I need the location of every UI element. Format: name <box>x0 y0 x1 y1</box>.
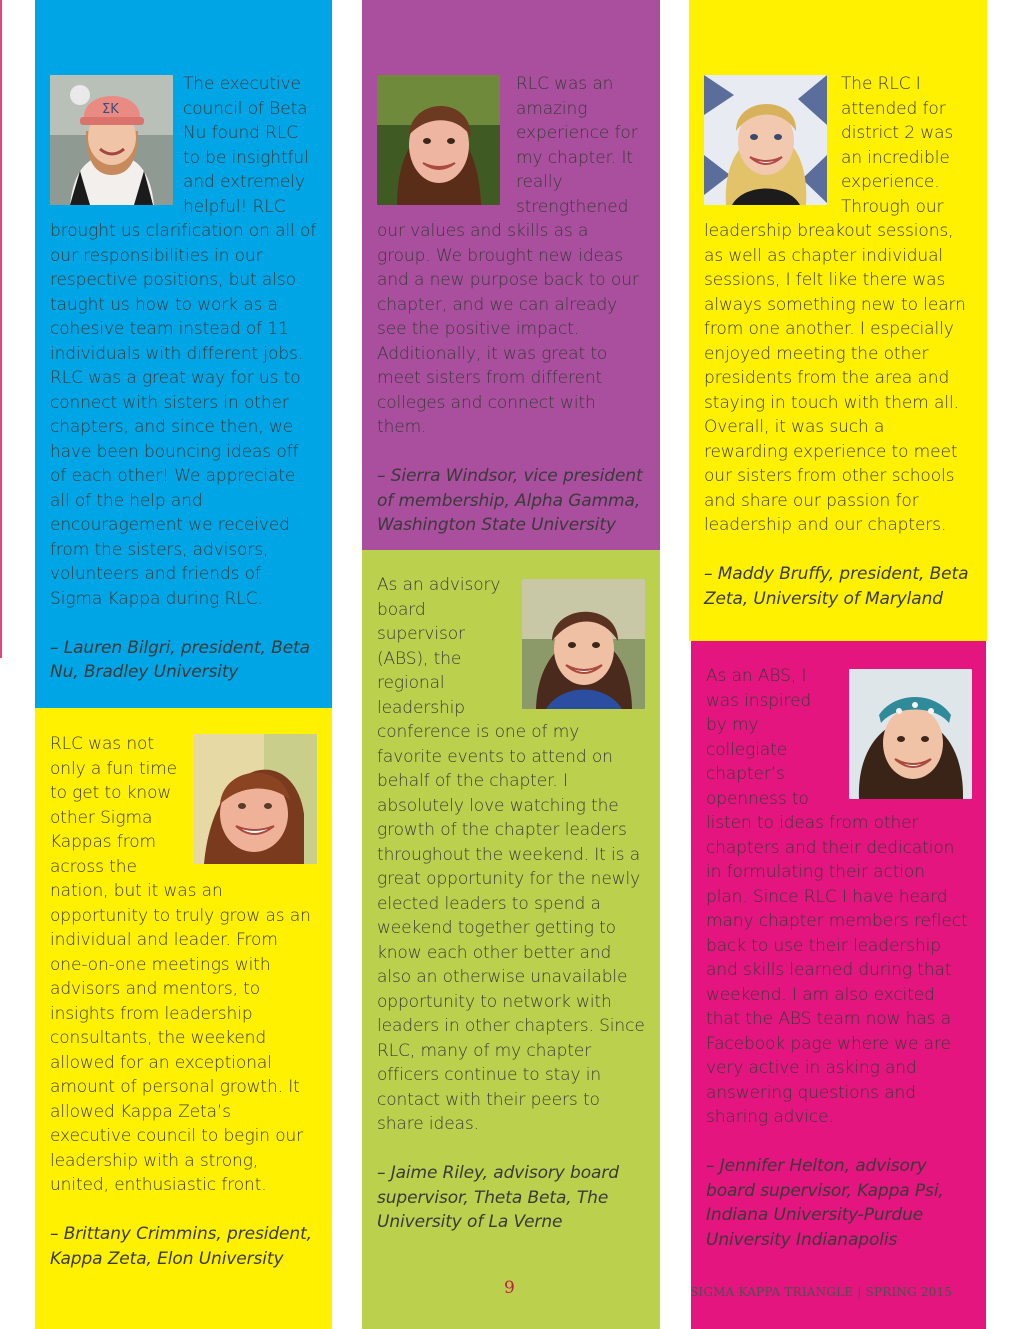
testimonial-attribution: – Sierra Windsor, vice president of membership, Alpha Gamma, Washington State University <box>377 466 643 535</box>
testimonial-panel-lauren <box>35 0 332 708</box>
testimonial-quote: As an advisory board supervisor (ABS), the regional leadership conference is one of my favorite events to attend on behalf of the chapter. I absolutely love watching the growth of the chapter leaders throughout the weekend. It is a great opportunity for the newly elected leaders to spend a weekend together getting to know each other better and also an otherwise unavailable opportunity to network with leaders in other chapters. Since RLC, many of my chapter officers continue to stay in contact with their peers to share ideas. <box>377 575 645 1134</box>
left-edge-rule <box>0 0 2 658</box>
testimonial-attribution: – Lauren Bilgri, president, Beta Nu, Bradley University <box>50 637 310 682</box>
testimonial-attribution: – Jaime Riley, advisory board supervisor, Theta Beta, The University of La Verne <box>377 1163 619 1232</box>
testimonial-panel-brittany <box>35 708 332 1329</box>
portrait-photo <box>522 579 645 709</box>
testimonial-quote: As an ABS, I was inspired by my collegiate chapter’s openness to listen to ideas from other chapters and their dedication in formulating their action plan. Since RLC I have heard many chapter members reflect back to use their leadership and skills learned during that weekend. I am also excited that the ABS team now has a Facebook page where we are very active in asking and answering questions and sharing advice. <box>706 666 968 1127</box>
portrait-photo <box>849 669 972 799</box>
testimonial-quote: The RLC I attended for district 2 was an incredible experience. Through our leadership breakout sessions, as well as chapter individual sessions, I felt like there was always something new to learn from one another. I especially enjoyed meeting the other presidents from the area and staying in touch with them all. Overall, it was such a rewarding experience to meet our sisters from other schools and share our passion for leadership and our chapters. <box>704 74 966 535</box>
testimonial-panel-maddy <box>689 0 987 641</box>
page-number: 9 <box>504 1278 515 1298</box>
testimonial-panel-jaime <box>362 550 660 1329</box>
testimonial-panel-jennifer <box>691 641 986 1329</box>
testimonial-attribution: – Jennifer Helton, advisory board supervisor, Kappa Psi, Indiana University-Purdue University Indianapolis <box>706 1156 944 1250</box>
testimonial-quote: RLC was an amazing experience for my chapter. It really strengthened our values and skills as a group. We brought new ideas and a new purpose back to our chapter, and we can already see the positive impact. Additionally, it was great to meet sisters from different colleges and connect with them. <box>377 74 639 437</box>
portrait-photo <box>377 75 500 205</box>
portrait-photo <box>50 75 173 205</box>
testimonial-quote: The executive council of Beta Nu found RLC to be insightful and extremely helpful! RLC brought us clarification on all of our responsibilities in our respective positions, but also taught us how to work as a cohesive team instead of 11 individuals with different jobs. RLC was a great way for us to connect with sisters in other chapters, and since then, we have been bouncing ideas off of each other! We appreciate all of the help and encouragement we received from the sisters, advisors, volunteers and friends of Sigma Kappa during RLC. <box>50 74 317 609</box>
testimonial-attribution: – Brittany Crimmins, president, Kappa Zeta, Elon University <box>50 1224 312 1269</box>
testimonial-attribution: – Maddy Bruffy, president, Beta Zeta, University of Maryland <box>704 564 969 609</box>
testimonial-quote: RLC was not only a fun time to get to know other Sigma Kappas from across the nation, but it was an opportunity to truly grow as an individual and leader. From one-on-one meetings with advisors and mentors, to insights from leadership consultants, the weekend allowed for an exceptional amount of personal growth. It allowed Kappa Zeta’s executive council to begin our leadership with a strong, united, enthusiastic front. <box>50 734 311 1195</box>
portrait-photo <box>194 734 317 864</box>
running-head: SIGMA KAPPA TRIANGLE | SPRING 2015 <box>690 1285 953 1299</box>
portrait-photo <box>704 75 827 205</box>
svg-text:ΣΚ: ΣΚ <box>102 102 119 117</box>
testimonial-panel-sierra <box>362 0 660 550</box>
